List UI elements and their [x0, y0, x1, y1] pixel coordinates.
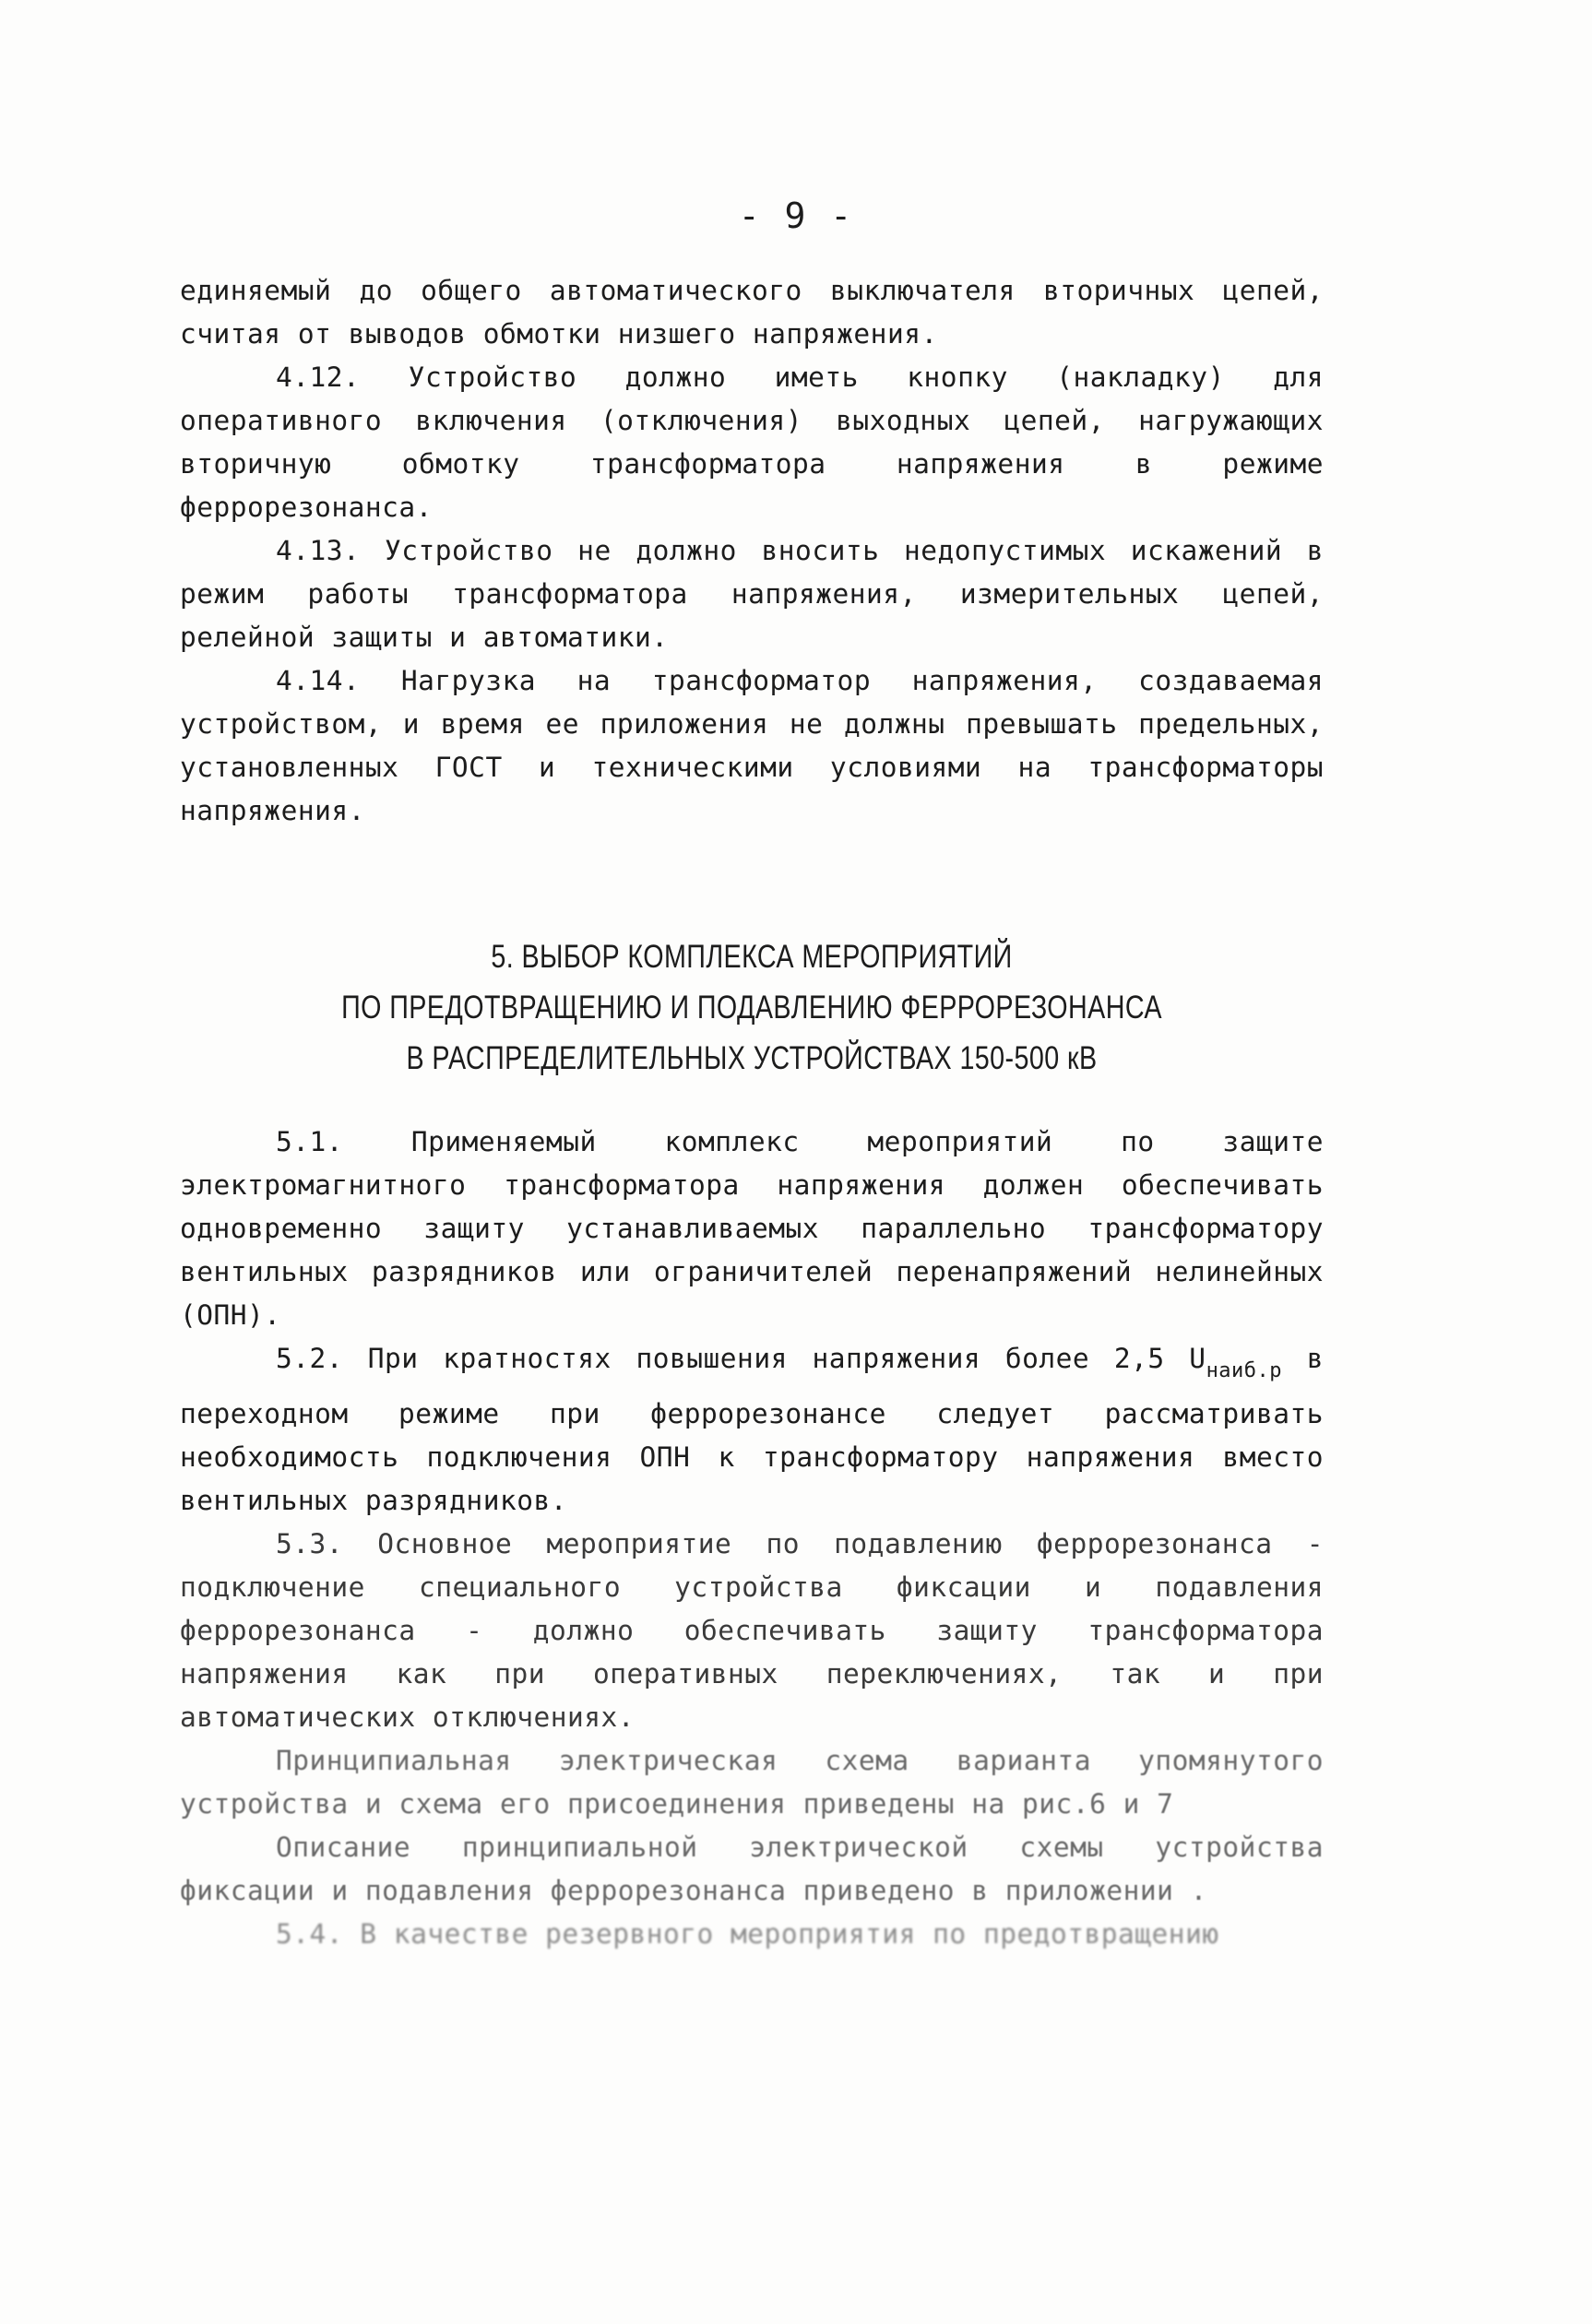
section-4-text — [180, 269, 1324, 833]
paragraph-5-3: 5.3. Основное мероприятие по подавлению феррорезонанса - подключение специального устройства фиксации и подавления феррорезонанса - должно обеспечивать защиту трансформатора напряжения как при оперативных переключениях, так и при автоматических отключениях. — [180, 1528, 1324, 1733]
paragraph-5-4: 5.4. В качестве резервного мероприятия по предотвращению — [276, 1918, 1219, 1950]
paragraph-continuation: единяемый до общего автоматического выключателя вторичных цепей, считая от выводов обмотки низшего напряжения. — [180, 275, 1324, 350]
paragraph-5-2 — [180, 1337, 1324, 1523]
voltage-subscript: наиб.р — [1206, 1359, 1283, 1382]
paragraph-4-12: 4.12. Устройство должно иметь кнопку (накладку) для оперативного включения (отключения) выходных цепей, нагружающих вторичную обмотку трансформатора напряжения в режиме феррорезонанса. — [180, 362, 1324, 523]
paragraph-4-13: 4.13. Устройство не должно вносить недопустимых искажений в режим работы трансформатора напряжения, измерительных цепей, релейной защиты и автоматики. — [180, 535, 1324, 653]
paragraph-5-3-description: Описание принципиальной электрической схемы устройства фиксации и подавления феррорезонанса приведено в приложении . — [180, 1832, 1324, 1906]
paragraph-5-3-schematic: Принципиальная электрическая схема варианта упомянутого устройства и схема его присоединения приведены на рис.6 и 7 — [180, 1745, 1324, 1820]
paragraph-5-2-end: в переходном режиме при феррорезонансе следует рассматривать необходимость подключения ОПН к трансформатору напряжения вместо вентильных разрядников. — [180, 1343, 1324, 1516]
heading-line-2: ПО ПРЕДОТВРАЩЕНИЮ И ПОДАВЛЕНИЮ ФЕРРОРЕЗОНАНСА — [341, 990, 1162, 1026]
heading-line-1: 5. ВЫБОР КОМПЛЕКСА МЕРОПРИЯТИЙ — [491, 939, 1013, 975]
section-5-heading — [283, 931, 1221, 1084]
section-5-text — [180, 1120, 1324, 1956]
page-number: - 9 - — [738, 196, 854, 236]
paragraph-4-14: 4.14. Нагрузка на трансформатор напряжения, создаваемая устройством, и время ее приложения не должны превышать предельных, установленных ГОСТ и техническими условиями на трансформаторы напряжения. — [180, 665, 1324, 826]
paragraph-5-2-start: 5.2. При кратностях повышения напряжения более 2,5 U — [276, 1343, 1206, 1374]
paragraph-5-1: 5.1. Применяемый комплекс мероприятий по защите электромагнитного трансформатора напряжения должен обеспечивать одновременно защиту устанавливаемых параллельно трансформатору вентильных разрядников или ограничителей перенапряжений нелинейных (ОПН). — [180, 1126, 1324, 1331]
heading-line-3: В РАСПРЕДЕЛИТЕЛЬНЫХ УСТРОЙСТВАХ 150-500 кВ — [406, 1040, 1098, 1076]
